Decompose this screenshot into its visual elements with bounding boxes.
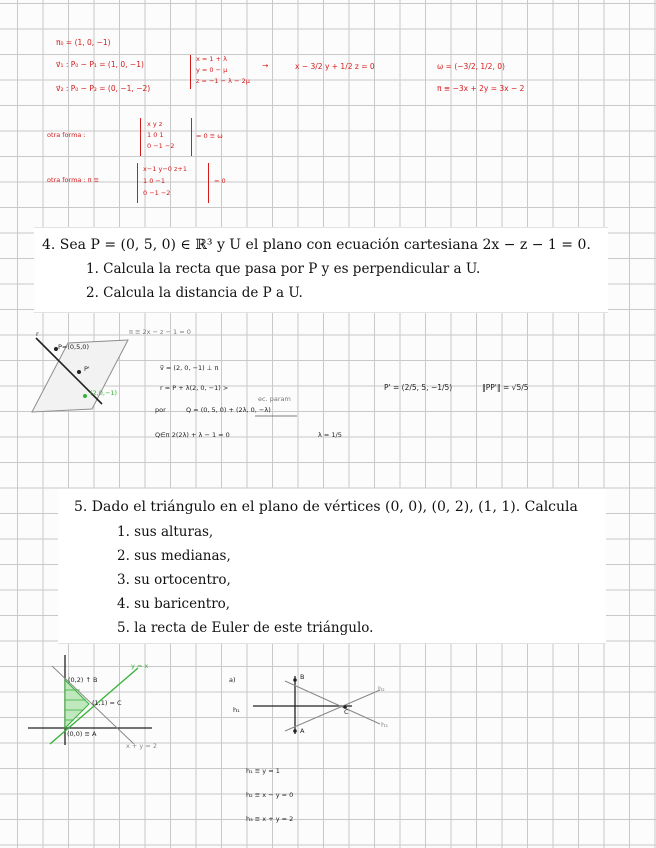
- fig2-h2: [285, 690, 380, 731]
- note-solve: x − 3/2 y + 1/2 z = 0: [295, 62, 375, 71]
- question-5-item-1: 1. sus alturas,: [117, 524, 214, 540]
- question-5-statement: 5. Dado el triángulo en el plano de vértices (0, 0), (0, 2), (1, 1). Calcula: [74, 499, 578, 515]
- q4-line-3: Q = (0, 5, 0) + (2λ, 0, −λ): [186, 406, 271, 414]
- part-a-label: a): [229, 676, 236, 684]
- fig2-label-h2: h₂: [378, 685, 385, 693]
- det2-row-2: 1 0 −1: [143, 177, 165, 185]
- q4-line-1: v⃗ = (2, 0, −1) ⊥ π: [160, 364, 219, 372]
- question-5-item-4: 4. su baricentro,: [117, 596, 231, 612]
- height-1: h₁ ≡ y = 1: [246, 767, 280, 775]
- label-r: r: [36, 330, 39, 338]
- question-4-statement: 4. Sea P = (0, 5, 0) ∈ ℝ³ y U el plano con ecuación cartesiana 2x − z − 1 = 0.: [42, 237, 591, 253]
- question-5-item-2: 2. sus medianas,: [117, 548, 231, 564]
- note-pi0: π₀ = (1, 0, −1): [56, 38, 111, 47]
- height-3: h₃ ≡ x + y = 2: [246, 815, 294, 823]
- system-row-3: z = −1 − λ − 2μ: [196, 77, 250, 85]
- det1-result: = 0 ≡ ω: [196, 132, 223, 140]
- label-p-prime: P': [84, 365, 90, 373]
- q4-distance: ‖PP'‖ = √5/5: [482, 383, 529, 392]
- fig1-label-a: (0,0) ≡ A: [67, 730, 97, 738]
- fig1-label-b: (0,2) ↑ B: [68, 676, 98, 684]
- system-row-1: x = 1 + λ: [196, 55, 227, 63]
- fig2-label-c: C: [344, 708, 349, 716]
- fig2-label-b: B: [300, 673, 305, 681]
- q4-line-2: r = P + λ(2, 0, −1) >: [160, 384, 229, 392]
- q4-lambda: λ = 1/5: [318, 431, 342, 439]
- label-plane: π ≡ 2x − z − 1 = 0: [129, 328, 191, 336]
- det2-row-3: 0 −1 −2: [143, 189, 171, 197]
- fig2-h1-label: h₁: [233, 706, 240, 714]
- note-v2: v⃗₂ : P₀ − P₂ = (0, −1, −2): [56, 84, 151, 93]
- det1-row-1: x y z: [147, 120, 163, 128]
- det1-row-3: 0 −1 −2: [147, 142, 175, 150]
- fig2-h3: [285, 681, 380, 724]
- height-2: h₂ ≡ x − y = 0: [246, 791, 294, 799]
- det2-result: = 0: [214, 177, 226, 185]
- q4-por: por: [155, 406, 166, 414]
- note-v1: v⃗₁ : P₀ − P₁ = (1, 0, −1): [56, 60, 144, 69]
- fig2-label-h3: h₃: [381, 721, 388, 729]
- note-arrow: →: [262, 61, 269, 70]
- q4-p-prime-result: P' = (2/5, 5, −1/5): [384, 383, 453, 392]
- fig1-label-c: (1,1) = C: [92, 699, 122, 707]
- question-5-item-3: 3. su ortocentro,: [117, 572, 231, 588]
- det2-label: otra forma : π ≡: [47, 176, 100, 184]
- det2-row-1: x−1 y−0 z+1: [143, 165, 187, 173]
- q4-ec-param: ec. param: [258, 395, 291, 403]
- fig1-label-x-plus-y: x + y = 2: [126, 742, 157, 750]
- question-5-item-5: 5. la recta de Euler de este triángulo.: [117, 620, 374, 636]
- question-4-item-1: 1. Calcula la recta que pasa por P y es perpendicular a U.: [86, 261, 481, 277]
- label-p: P=(0,5,0): [58, 343, 89, 351]
- fig2-label-a: A: [300, 727, 305, 735]
- det1-label: otra forma :: [47, 131, 86, 139]
- label-s-point: (2,0,−1): [90, 389, 118, 397]
- fig1-label-y-eq-x: y = x: [131, 662, 149, 670]
- note-normal-vec: ω = (−3/2, 1/2, 0): [437, 62, 505, 71]
- q4-line-4: Q∈π 2(2λ) + λ − 1 = 0: [155, 431, 230, 439]
- question-4-item-2: 2. Calcula la distancia de P a U.: [86, 285, 303, 301]
- det1-row-2: 1 0 1: [147, 131, 164, 139]
- system-row-2: y = 0 − μ: [196, 66, 228, 74]
- note-plane-eq: π ≡ −3x + 2y = 3x − 2: [437, 84, 525, 93]
